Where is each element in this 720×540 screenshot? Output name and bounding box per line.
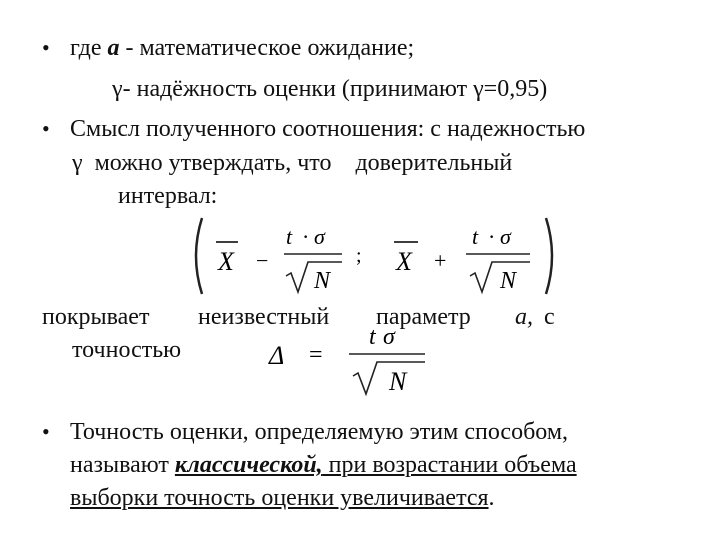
left-paren [196, 218, 202, 294]
bullet3-line2-b: при возрастании объема [322, 452, 577, 478]
bullet2-line2-a: можно утверждать, что [94, 150, 332, 176]
bullet1-var: a [107, 35, 120, 61]
dot-left: · [302, 224, 310, 249]
bullet-marker: • [42, 35, 50, 60]
bullet3-line3-text: выборки точность оценки увеличивается [70, 485, 489, 511]
plus-sign: + [434, 248, 447, 273]
bullet3-line3 [70, 484, 495, 512]
covers-w1: покрывает [42, 304, 150, 330]
bullet2-line2 [72, 149, 512, 177]
covers-w3: параметр [376, 304, 471, 330]
bullet1-line1 [70, 34, 414, 62]
bullet2-line2-b: доверительный [355, 150, 513, 176]
t-left: t [286, 224, 293, 249]
separator: ; [356, 245, 362, 267]
bullet-marker: • [42, 116, 50, 141]
gamma-symbol: γ [72, 150, 83, 176]
xbar-right: X [396, 247, 412, 276]
minus-sign: − [256, 248, 269, 273]
sigma-left: σ [314, 224, 325, 249]
covers-w4: a, [515, 304, 533, 330]
interval-formula [190, 212, 570, 300]
bullet3-line1: Точность оценки, определяемую этим способом, [70, 419, 569, 445]
bullet3-line2-a: называют [70, 452, 175, 478]
bullet3-classical: классической, [174, 452, 323, 478]
equals-sign: = [309, 342, 323, 368]
n-delta: N [389, 367, 407, 396]
bullet-marker: • [42, 419, 50, 444]
delta-symbol: Δ [269, 341, 285, 370]
bullet1-line2-text: - надёжность оценки (принимают [122, 76, 474, 102]
xbar-left: X [218, 247, 234, 276]
sigma-right: σ [500, 224, 511, 249]
gamma-symbol: γ [112, 76, 123, 102]
n-left: N [314, 268, 331, 294]
bullet2-line3: интервал: [118, 183, 218, 209]
bullet1-suffix: - математическое ожидание; [119, 35, 415, 61]
covers-line2: точностью [72, 337, 182, 363]
bullet1-line2 [112, 75, 547, 103]
bullet1-line2-eq: γ=0,95) [473, 76, 548, 102]
delta-formula [265, 320, 435, 398]
right-paren [546, 218, 552, 294]
bullet1-prefix: где [70, 35, 108, 61]
bullet3-line2 [70, 451, 577, 479]
n-right: N [500, 268, 517, 294]
t-delta: t [369, 324, 376, 350]
bullet2-line1: Смысл полученного соотношения: с надежностью [70, 116, 586, 142]
bullet3-period: . [488, 485, 495, 511]
sigma-delta: σ [383, 324, 395, 350]
covers-w2: неизвестный [198, 304, 330, 330]
t-right: t [472, 224, 479, 249]
dot-right: · [488, 224, 496, 249]
covers-w5: с [544, 304, 555, 330]
